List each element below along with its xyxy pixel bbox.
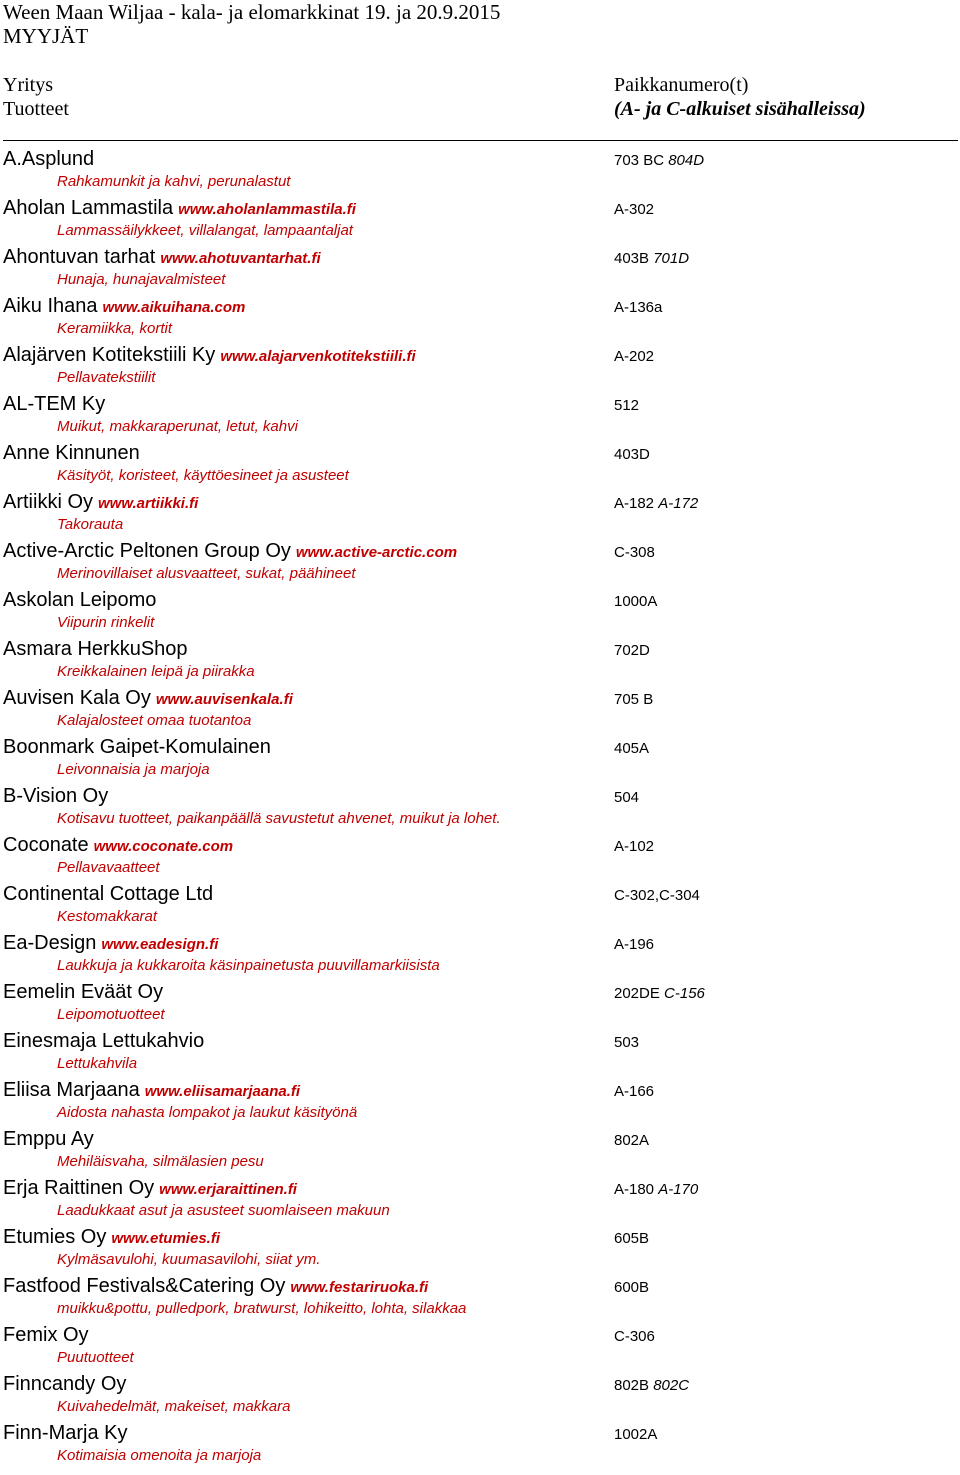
vendor-location-number: 403B	[614, 250, 650, 267]
vendor-name: Continental Cottage Ltd	[3, 883, 214, 905]
document-header	[3, 0, 953, 48]
document-subtitle: MYYJÄT	[3, 24, 89, 48]
vendor-location	[614, 246, 689, 272]
vendor-name: Fastfood Festivals&Catering Oy	[3, 1275, 286, 1297]
vendor-name: Anne Kinnunen	[3, 442, 140, 464]
vendor-location	[614, 1324, 655, 1350]
vendor-company-line	[3, 1224, 220, 1250]
vendor-location-number: 705 B	[614, 691, 654, 708]
vendor-company-line	[3, 734, 271, 760]
vendor-location-number: A-196	[614, 936, 655, 953]
vendor-location-number: C-306	[614, 1328, 655, 1345]
vendor-location-secondary: A-172	[658, 495, 699, 512]
vendor-name: Einesmaja Lettukahvio	[3, 1030, 205, 1052]
vendor-website-link[interactable]: www.aholanlammastila.fi	[178, 201, 356, 218]
vendor-products: Hunaja, hunajavalmisteet	[57, 271, 226, 288]
vendor-entry	[0, 342, 960, 391]
vendor-products: Käsityöt, koristeet, käyttöesineet ja asusteet	[57, 467, 349, 484]
vendor-location-number: A-136a	[614, 299, 663, 316]
vendor-entry	[0, 832, 960, 881]
vendor-location	[614, 736, 649, 762]
vendor-location	[614, 295, 662, 321]
vendor-location	[614, 1030, 639, 1056]
vendor-entry	[0, 1126, 960, 1175]
vendor-products: Kylmäsavulohi, kuumasavilohi, siiat ym.	[57, 1251, 321, 1268]
vendor-location-number: 504	[614, 789, 640, 806]
vendor-company-line	[3, 293, 245, 319]
vendor-products: Leivonnaisia ja marjoja	[57, 761, 210, 778]
vendor-products: Aidosta nahasta lompakot ja laukut käsityönä	[57, 1104, 358, 1121]
vendor-website-link[interactable]: www.eliisamarjaana.fi	[144, 1083, 301, 1100]
vendor-entry	[0, 1322, 960, 1371]
vendor-company-line	[3, 1322, 89, 1348]
vendor-company-line	[3, 1420, 127, 1446]
vendor-location-number: 802B	[614, 1377, 650, 1394]
vendor-name: Etumies Oy	[3, 1226, 107, 1248]
vendor-location	[614, 393, 639, 419]
vendor-products: Kreikkalainen leipä ja piirakka	[57, 663, 255, 680]
vendor-products: Laadukkaat asut ja asusteet suomlaiseen makuun	[57, 1202, 390, 1219]
vendor-location-number: A-202	[614, 348, 655, 365]
vendor-website-link[interactable]: www.festariruoka.fi	[290, 1279, 429, 1296]
vendor-products: Pellavatekstiilit	[57, 369, 156, 386]
vendor-name: Emppu Ay	[3, 1128, 94, 1150]
vendor-products: Viipurin rinkelit	[57, 614, 155, 631]
vendor-products: Kuivahedelmät, makeiset, makkara	[57, 1398, 291, 1415]
vendor-location-number: 403D	[614, 446, 650, 463]
vendor-location-number: 503	[614, 1034, 640, 1051]
vendor-name: Erja Raittinen Oy	[3, 1177, 155, 1199]
vendor-location	[614, 932, 654, 958]
column-header-location-note: (A- ja C-alkuiset sisähalleissa)	[614, 98, 866, 120]
vendor-name: Finncandy Oy	[3, 1373, 127, 1395]
vendor-company-line	[3, 1028, 204, 1054]
vendor-products: Lettukahvila	[57, 1055, 138, 1072]
vendor-company-line	[3, 636, 188, 662]
column-header-products: Tuotteet	[3, 98, 69, 120]
vendor-products: Rahkamunkit ja kahvi, perunalastut	[57, 173, 291, 190]
vendor-name: Femix Oy	[3, 1324, 89, 1346]
vendor-name: Artiikki Oy	[3, 491, 93, 513]
vendor-entry	[0, 440, 960, 489]
column-header-company: Yritys	[3, 74, 53, 96]
vendor-products: Kotimaisia omenoita ja marjoja	[57, 1447, 262, 1464]
vendor-name: Eliisa Marjaana	[3, 1079, 140, 1101]
vendor-location-number: 605B	[614, 1230, 650, 1247]
vendor-website-link[interactable]: www.active-arctic.com	[295, 544, 458, 561]
vendor-products: Pellavavaatteet	[57, 859, 160, 876]
vendor-location-secondary: 802C	[653, 1377, 690, 1394]
vendor-products: Muikut, makkaraperunat, letut, kahvi	[57, 418, 298, 435]
vendor-website-link[interactable]: www.erjaraittinen.fi	[159, 1181, 297, 1198]
vendor-products: Mehiläisvaha, silmälasien pesu	[57, 1153, 264, 1170]
vendor-company-line	[3, 881, 213, 907]
vendor-location-number: 1002A	[614, 1426, 658, 1443]
vendor-location	[614, 1373, 689, 1399]
vendor-company-line	[3, 1175, 297, 1201]
vendor-location	[614, 687, 653, 713]
vendor-location	[614, 638, 650, 664]
vendor-company-line	[3, 489, 198, 515]
vendor-name: Coconate	[3, 834, 89, 856]
vendor-company-line	[3, 391, 105, 417]
vendor-entry	[0, 1273, 960, 1322]
vendor-location	[614, 491, 698, 517]
vendor-name: Aholan Lammastila	[3, 197, 174, 219]
vendor-company-line	[3, 538, 457, 564]
vendor-location-number: 702D	[614, 642, 650, 659]
vendor-name: Aiku Ihana	[3, 295, 98, 317]
vendor-location-number: A-102	[614, 838, 655, 855]
vendor-company-line	[3, 783, 108, 809]
vendor-location-number: 405A	[614, 740, 650, 757]
vendor-location-number: 802A	[614, 1132, 650, 1149]
vendor-products: Keramiikka, kortit	[57, 320, 173, 337]
vendor-location	[614, 148, 704, 174]
vendor-name: Finn-Marja Ky	[3, 1422, 128, 1444]
vendor-location	[614, 834, 654, 860]
vendor-website-link[interactable]: www.coconate.com	[93, 838, 234, 855]
vendor-location	[614, 883, 700, 909]
vendor-products: muikku&pottu, pulledpork, bratwurst, lohikeitto, lohta, silakkaa	[57, 1300, 467, 1317]
vendor-location	[614, 197, 654, 223]
vendor-name: Ahontuvan tarhat	[3, 246, 156, 268]
vendor-company-line	[3, 146, 94, 172]
vendor-company-line	[3, 930, 218, 956]
vendor-products: Kalajalosteet omaa tuotantoa	[57, 712, 252, 729]
vendor-entry	[0, 195, 960, 244]
vendor-company-line	[3, 832, 233, 858]
document-title: Ween Maan Wiljaa - kala- ja elomarkkinat 19. ja 20.9.2015	[3, 0, 501, 24]
vendor-location-number: 202DE	[614, 985, 660, 1002]
vendor-location-number: 512	[614, 397, 640, 414]
vendor-location	[614, 1226, 649, 1252]
vendor-location	[614, 1275, 649, 1301]
vendor-entry	[0, 734, 960, 783]
vendor-website-link[interactable]: www.auvisenkala.fi	[155, 691, 293, 708]
vendor-company-line	[3, 244, 321, 270]
vendor-entry	[0, 881, 960, 930]
vendor-website-link[interactable]: www.ahotuvantarhat.fi	[160, 250, 321, 267]
vendor-location-number: C-308	[614, 544, 655, 561]
vendor-entry	[0, 1371, 960, 1420]
vendor-company-line	[3, 587, 156, 613]
vendor-entry	[0, 391, 960, 440]
vendor-entry	[0, 293, 960, 342]
vendor-products: Kotisavu tuotteet, paikanpäällä savustetut ahvenet, muikut ja lohet.	[57, 810, 501, 827]
vendor-entry	[0, 636, 960, 685]
vendor-entry	[0, 979, 960, 1028]
vendor-entry	[0, 1028, 960, 1077]
vendor-name: AL-TEM Ky	[3, 393, 106, 415]
vendor-company-line	[3, 1077, 300, 1103]
vendor-entry	[0, 1077, 960, 1126]
vendor-location	[614, 589, 657, 615]
vendor-location	[614, 442, 650, 468]
vendor-products: Laukkuja ja kukkaroita käsinpainetusta puuvillamarkiisista	[57, 957, 440, 974]
vendor-location-number: 600B	[614, 1279, 650, 1296]
vendor-location	[614, 785, 639, 811]
vendor-location	[614, 981, 705, 1007]
vendor-location	[614, 1422, 657, 1448]
vendor-website-link[interactable]: www.eadesign.fi	[101, 936, 219, 953]
vendor-entry	[0, 538, 960, 587]
vendor-company-line	[3, 1273, 428, 1299]
vendor-company-line	[3, 440, 140, 466]
vendor-entry	[0, 587, 960, 636]
vendor-website-link[interactable]: www.alajarvenkotitekstiili.fi	[220, 348, 416, 365]
vendor-name: Alajärven Kotitekstiili Ky	[3, 344, 216, 366]
vendor-name: B-Vision Oy	[3, 785, 109, 807]
vendor-location-number: A-166	[614, 1083, 655, 1100]
header-divider	[3, 140, 958, 141]
vendor-location-number: A-180	[614, 1181, 655, 1198]
vendor-entry	[0, 489, 960, 538]
vendor-products: Takorauta	[57, 516, 124, 533]
vendor-location	[614, 344, 654, 370]
vendor-location-number: 1000A	[614, 593, 658, 610]
vendor-location-secondary: C-156	[664, 985, 705, 1002]
vendor-location-secondary: A-170	[658, 1181, 699, 1198]
vendor-products: Lammassäilykkeet, villalangat, lampaantaljat	[57, 222, 353, 239]
vendor-products: Merinovillaiset alusvaatteet, sukat, päähineet	[57, 565, 356, 582]
vendor-location-number: 703 BC	[614, 152, 665, 169]
vendor-name: Asmara HerkkuShop	[3, 638, 188, 660]
vendor-products: Kestomakkarat	[57, 908, 158, 925]
vendor-company-line	[3, 1371, 126, 1397]
vendor-company-line	[3, 685, 293, 711]
vendor-name: A.Asplund	[3, 148, 95, 170]
vendor-location	[614, 1079, 654, 1105]
vendor-products: Leipomotuotteet	[57, 1006, 165, 1023]
vendor-location-number: C-302,C-304	[614, 887, 700, 904]
vendor-location-number: A-182	[614, 495, 655, 512]
vendor-name: Boonmark Gaipet-Komulainen	[3, 736, 271, 758]
vendor-website-link[interactable]: www.aikuihana.com	[102, 299, 246, 316]
vendor-entry	[0, 244, 960, 293]
vendor-location	[614, 540, 655, 566]
vendor-location	[614, 1128, 649, 1154]
vendor-entry	[0, 1175, 960, 1224]
vendor-website-link[interactable]: www.etumies.fi	[111, 1230, 220, 1247]
column-header-location: Paikkanumero(t)	[614, 74, 749, 96]
vendor-name: Askolan Leipomo	[3, 589, 157, 611]
vendor-entry	[0, 1224, 960, 1273]
vendor-entry	[0, 930, 960, 979]
vendor-location	[614, 1177, 698, 1203]
vendor-name: Eemelin Eväät Oy	[3, 981, 164, 1003]
vendor-location-secondary: 701D	[653, 250, 690, 267]
vendor-company-line	[3, 979, 163, 1005]
vendor-company-line	[3, 342, 416, 368]
vendor-location-number: A-302	[614, 201, 655, 218]
vendor-name: Active-Arctic Peltonen Group Oy	[3, 540, 291, 562]
vendor-website-link[interactable]: www.artiikki.fi	[98, 495, 199, 512]
vendor-name: Auvisen Kala Oy	[3, 687, 151, 709]
vendor-entry	[0, 783, 960, 832]
vendor-company-line	[3, 195, 356, 221]
vendor-entry	[0, 1420, 960, 1469]
vendor-location-secondary: 804D	[668, 152, 705, 169]
vendor-entry	[0, 146, 960, 195]
vendor-products: Puutuotteet	[57, 1349, 134, 1366]
vendor-entry	[0, 685, 960, 734]
vendor-name: Ea-Design	[3, 932, 97, 954]
vendor-company-line	[3, 1126, 94, 1152]
vendor-list	[0, 146, 960, 1469]
